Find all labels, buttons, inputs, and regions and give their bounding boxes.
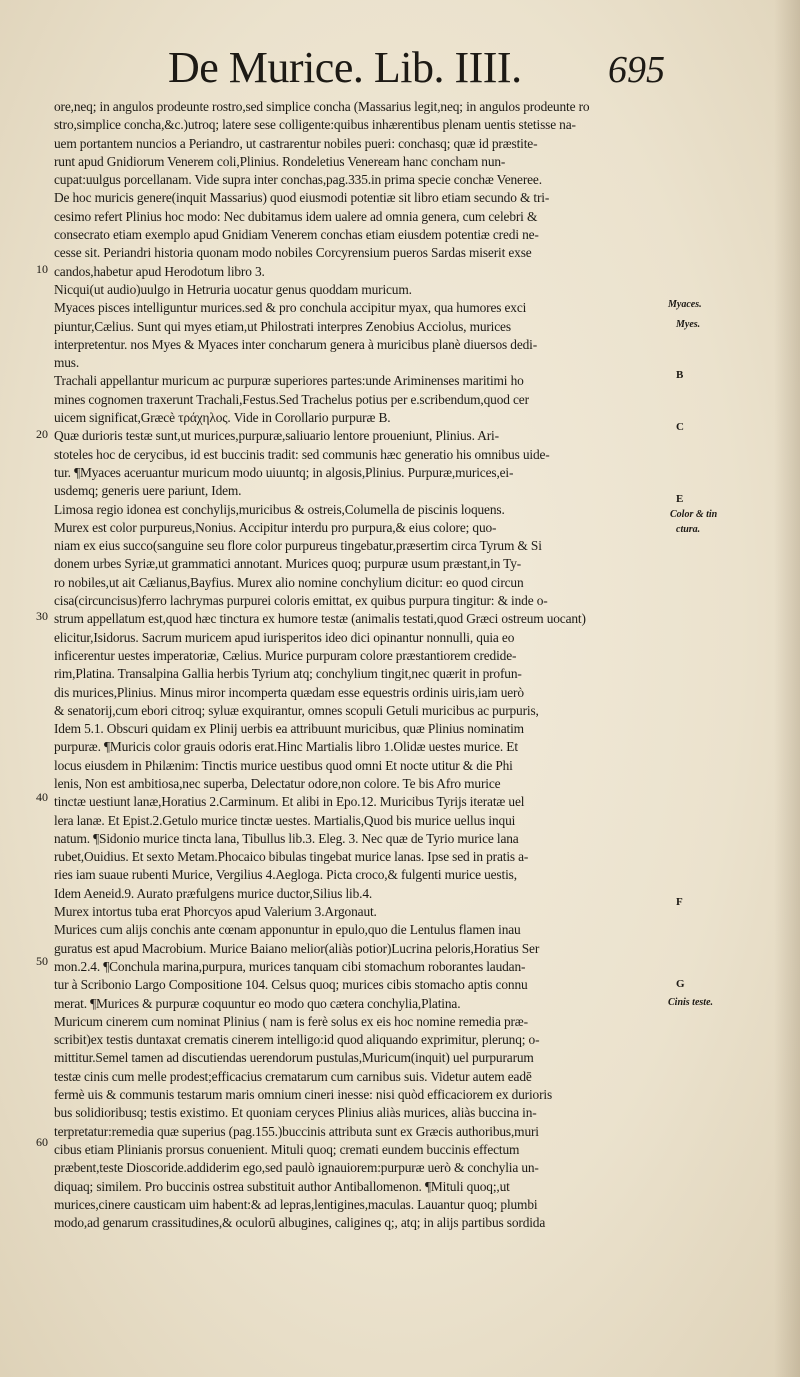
body-text [54,98,696,1232]
page-header [0,42,800,100]
margin-letter-e: E [676,493,684,505]
text-line: Trachali appellantur muricum ac purpuræ superiores partes:unde Ariminenses maritimi ho [54,373,524,389]
text-line: donem urbes Syriæ,ut grammatici annotant. Murices quoq; purpuræ usum præstant,in Ty- [54,556,522,572]
margin-note-myaces: Myaces. [668,299,702,310]
text-line: runt apud Gnidiorum Venerem coli,Plinius. Rondeletius Veneream hanc concham nun- [54,153,506,169]
text-line: rim,Platina. Transalpina Gallia herbis Tyrium atq; conchylium tingit,nec quærit in profun- [54,666,522,682]
text-line: niam ex eius succo(sanguine seu flore color purpureus tingebatur,præsertim circa Tyrum & Si [54,538,542,554]
text-line: inficerentur uestes imperatoriæ, Cælius. Murice purpuram colore præstantiorem credide- [54,647,517,663]
text-line: natum. ¶Sidonio murice tincta lana, Tibullus lib.3. Eleg. 3. Nec quæ de Tyrio murice lana [54,830,519,846]
text-line: bus solidioribusq; testis existimo. Et quoniam ceryces Plinius aliàs murices, aliàs buccina in- [54,1105,537,1121]
text-line: lera lanæ. Et Epist.2.Getulo murice tinctæ uestes. Martialis,Quod bis murice uellus inqui [54,812,516,828]
text-line: scribit)ex testis duntaxat crematis cinerem intelligo:id quod aliquando exprimitur, plerunq; o- [54,1032,540,1048]
text-line: tinctæ uestiunt lanæ,Horatius 2.Carminum. Et alibi in Epo.12. Muricibus Tyrijs iteratæ uel [54,794,525,810]
margin-note-color-tinctura: Color & tin [670,509,718,520]
text-line: fermè uis & communis testarum maris omnium cineri inesse: nisi quòd efficaciorem ex durioris [54,1087,553,1103]
text-line: De hoc muricis genere(inquit Massarius) quod eiusmodi potentiæ sit libro etiam secundo & tri- [54,190,550,206]
text-line: Limosa regio idonea est conchylijs,muricibus & ostreis,Columella de piscinis loquens. [54,501,505,517]
text-line: dis murices,Plinius. Minus miror incomperta quædam esse equestris ordinis uiris,iam uerò [54,684,524,700]
text-line: Murex intortus tuba erat Phorcyos apud Valerium 3.Argonaut. [54,904,377,920]
margin-letter-f: F [676,896,683,908]
margin-letter-g: G [676,978,685,990]
text-line: interpretentur. nos Myes & Myaces inter concharum genera à muricibus planè diuersos dedi- [54,336,538,352]
text-line: terpretatur:remedia quæ superius (pag.155.)buccinis attributa sunt ex Græcis authoribus,muri [54,1123,539,1139]
text-line: stoteles hoc de cerycibus, id est buccinis tradit: sed communis hæc generatio his omnibus uide- [54,446,550,462]
text-line: ries iam suaue rubenti Murice, Vergilius 4.Aegloga. Picta croco,& fulgenti murice uestis, [54,867,517,883]
text-line: Idem Aeneid.9. Aurato præfulgens murice ductor,Silius lib.4. [54,885,373,901]
text-line: piuntur,Cælius. Sunt qui myes etiam,ut Philostrati interpres Zenobius Acciolus, murices [54,318,511,334]
line-number-40: 40 [36,790,48,804]
text-line: modo,ad genarum crassitudines,& oculorū albugines, caligines q;, atq; in alijs partibus sordida [54,1215,546,1231]
text-line: rubet,Ouidius. Et sexto Metam.Phocaico bibulas tingebat murice lanas. Ipse sed in pratis a- [54,849,529,865]
text-line: tur. ¶Myaces aceruantur muricum modo uiuuntq; in algosis,Plinius. Purpuræ,murices,ei- [54,464,514,480]
margin-letter-c: C [676,421,684,433]
text-line: strum appellatum est,quod hæc tinctura ex humore testæ (animalis testati,quod Græci ostreum uocant) [54,611,586,627]
text-line: elicitur,Isidorus. Sacrum muricem apud iurisperitos ideo dici opinantur nonnulli, quia eo [54,629,515,645]
margin-note-myes: Myes. [676,319,701,330]
text-line: lenis, Non est ambitiosa,nec superba, Delectatur odore,non colore. Te bis Afro murice [54,775,501,791]
text-line: Idem 5.1. Obscuri quidam ex Plinij uerbis ea attribuunt muricibus, quæ Plinius nominatim [54,721,524,737]
text-line: tur à Scribonio Largo Compositione 104. Celsus quoq; murices cibis stomacho aptis connu [54,977,528,993]
text-line: cisa(circuncisus)ferro lachrymas purpurei coloris emittat, ex quibus purpura tingitur: & inde o- [54,593,548,609]
text-line: ore,neq; in angulos prodeunte rostro,sed simplice concha (Massarius legit,neq; in angulos prodeunte ro [54,99,590,114]
text-line: candos,habetur apud Herodotum libro 3. [54,263,265,279]
text-line: mon.2.4. ¶Conchula marina,purpura, murices tanquam cibi stomachum roborantes laudan- [54,958,526,974]
text-line: cupat:uulgus porcellanam. Vide supra inter conchas,pag.335.in prima specie conchæ Veneree. [54,172,542,188]
text-line: Muricum cinerem cum nominat Plinius ( nam is ferè solus ex eis hoc nomine remedia præ- [54,1013,528,1029]
page-edge-shadow [774,0,800,1377]
text-line: mus. [54,355,80,371]
line-number-20: 20 [36,427,48,441]
text-line: cibus etiam Plinianis prorsus conuenient. Mituli quoq; cremati eundem buccinis effectum [54,1141,520,1157]
text-line: Quæ durioris testæ sunt,ut murices,purpuræ,saliuario lentore proueniunt, Plinius. Ari- [54,428,499,444]
text-line: uicem significat,Græcè τράχηλος. Vide in Corollario purpuræ B. [54,410,391,426]
text-line: stro,simplice concha,&c.)utroq; latere sese colligente:quibus inhærentibus plenam uentis stetisse na- [54,117,576,133]
text-line: cesimo refert Plinius hoc modo: Nec dubitamus idem ualere ad omnia genera, cum celebri & [54,208,538,224]
running-title: De Murice. Lib. IIII. [168,43,522,92]
text-line: ro nobiles,ut ait Cælianus,Bayfius. Murex alio nomine conchylium dicitur: eo quod circun [54,574,524,590]
text-line: præbent,teste Dioscoride.addiderim ego,sed paulò ignauiorem:purpuræ uerò & conchylia un- [54,1160,539,1176]
margin-note-ctura: ctura. [676,524,701,535]
text-line: Nicqui(ut audio)uulgo in Hetruria uocatur genus quoddam muricum. [54,281,412,297]
line-number-10: 10 [36,262,48,276]
page-number: 695 [608,49,665,91]
text-line: usdemq; generis uere pariunt, Idem. [54,483,242,499]
text-line: mines cognomen traxerunt Trachali,Festus.Sed Trachelus potius per e.scribendum,quod cer [54,391,529,407]
text-line: purpuræ. ¶Muricis color grauis odoris erat.Hinc Martialis libro 1.Olidæ uestes murice. Et [54,739,518,755]
text-line: & senatorij,cum ebori citroq; syluæ exquirantur, omnes scopuli Getuli muricibus ac purpuris, [54,702,539,718]
text-line: merat. ¶Murices & purpuræ coquuntur eo modo quo cætera conchylia,Platina. [54,995,461,1011]
text-line: Myaces pisces intelliguntur murices.sed & pro conchula accipitur myax, qua humores exci [54,300,527,316]
text-line: locus eiusdem in Philænim: Tinctis murice uestibus quod omni Et nocte utitur & die Phi [54,757,513,773]
text-line: mittitur.Semel tamen ad discutiendas uerendorum pustulas,Muricum(inquit) uel purpurarum [54,1050,534,1066]
text-line: uem portantem nuncios a Periandro, ut castrarentur nobiles pueri: conchasq; quæ id præstite- [54,135,538,151]
text-line: testæ cinis cum melle prodest;efficacius crematarum cum carnibus suis. Videtur autem eadē [54,1068,532,1084]
text-line: Murex est color purpureus,Nonius. Accipitur interdu pro purpura,& eius colore; quo- [54,519,497,535]
line-number-60: 60 [36,1135,48,1149]
line-number-50: 50 [36,954,48,968]
text-line: diquaq; similem. Pro buccinis ostrea substituit author Antiballomenon. ¶Mituli quoq;,ut [54,1178,510,1194]
margin-note-cinis-testae: Cinis teste. [668,997,714,1008]
text-line: cesse sit. Periandri historia quonam modo nobiles Corcyrensium pueros Sardas miserit exse [54,245,532,261]
text-line: guratus est apud Macrobium. Murice Baiano melior(aliàs potior)Lucrina peloris,Horatius Ser [54,940,540,956]
text-line: Murices cum alijs conchis ante cœnam apponuntur in epulo,quo die Lentulus flamen inau [54,922,521,938]
line-number-30: 30 [36,609,48,623]
text-line: consecrato etiam exemplo apud Gnidiam Venerem conchas etiam eiusdem potentiæ credi ne- [54,227,539,243]
text-line: murices,cinere causticam uim habent:& ad lepras,lentigines,maculas. Lauantur quoq; plumbi [54,1196,538,1212]
margin-letter-b: B [676,369,684,381]
